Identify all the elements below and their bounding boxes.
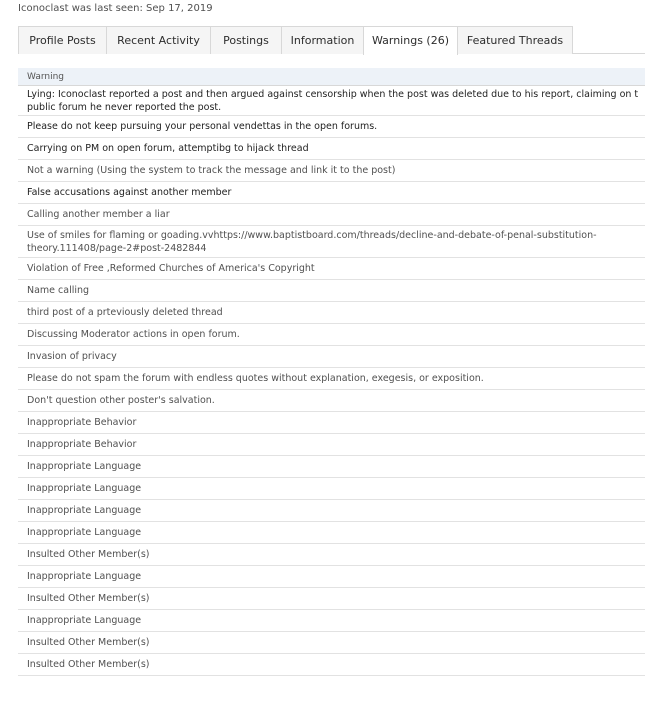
tab-information[interactable]: Information xyxy=(281,26,364,54)
warning-row[interactable] xyxy=(18,368,645,390)
warning-text-line1: Use of smiles for flaming or goading.vvhttps://www.baptistboard.com/threads/decline-and-debate-of-penal-substitution- xyxy=(27,230,597,241)
tab-recent-activity[interactable]: Recent Activity xyxy=(106,26,211,54)
warning-text: Inappropriate Language xyxy=(27,505,142,516)
warning-text: Inappropriate Language xyxy=(27,483,142,494)
warning-row[interactable] xyxy=(18,610,645,632)
warning-text: Please do not spam the forum with endless quotes without explanation, exegesis, or exposition. xyxy=(27,373,484,384)
warning-text: Invasion of privacy xyxy=(27,351,117,362)
warning-row[interactable] xyxy=(18,588,645,610)
profile-tabs xyxy=(18,26,645,54)
warning-row[interactable] xyxy=(18,566,645,588)
warning-row[interactable] xyxy=(18,412,645,434)
warning-row[interactable] xyxy=(18,324,645,346)
warnings-table xyxy=(18,68,645,676)
warning-text: Insulted Other Member(s) xyxy=(27,659,150,670)
warning-text: Please do not keep pursuing your personal vendettas in the open forums. xyxy=(27,121,378,132)
warning-text: Inappropriate Language xyxy=(27,527,142,538)
warning-row[interactable] xyxy=(18,182,645,204)
last-seen-text: Iconoclast was last seen: Sep 17, 2019 xyxy=(18,3,213,14)
warning-text-line2: theory.111408/page-2#post-2482844 xyxy=(27,243,207,254)
warning-text: Inappropriate Behavior xyxy=(27,439,137,450)
warning-text: Carrying on PM on open forum, attemptibg to hijack thread xyxy=(27,143,309,154)
warning-text-line1: Lying: Iconoclast reported a post and then argued against censorship when the post was deleted due to his report, claiming on t xyxy=(27,89,639,100)
warning-row[interactable] xyxy=(18,632,645,654)
warning-text: Insulted Other Member(s) xyxy=(27,593,150,604)
warning-text: Name calling xyxy=(27,285,90,296)
tab-warnings[interactable]: Warnings (26) xyxy=(363,26,458,55)
warning-row[interactable] xyxy=(18,116,645,138)
warning-text: Inappropriate Language xyxy=(27,571,142,582)
warning-text: False accusations against another member xyxy=(27,187,232,198)
warning-row[interactable] xyxy=(18,138,645,160)
warning-row[interactable] xyxy=(18,160,645,182)
warning-row[interactable] xyxy=(18,654,645,676)
warning-row[interactable] xyxy=(18,280,645,302)
warning-row[interactable] xyxy=(18,204,645,226)
tab-featured-threads[interactable]: Featured Threads xyxy=(457,26,573,54)
warning-row[interactable] xyxy=(18,544,645,566)
warning-text: Discussing Moderator actions in open forum. xyxy=(27,329,240,340)
warning-text: Not a warning (Using the system to track the message and link it to the post) xyxy=(27,165,396,176)
warning-text-line2: public forum he never reported the post. xyxy=(27,102,222,113)
tab-profile-posts[interactable]: Profile Posts xyxy=(18,26,107,54)
warning-row[interactable] xyxy=(18,500,645,522)
warning-text: Inappropriate Language xyxy=(27,461,142,472)
warning-row[interactable] xyxy=(18,226,645,258)
warning-row[interactable] xyxy=(18,434,645,456)
warning-row[interactable] xyxy=(18,456,645,478)
warning-text: Don't question other poster's salvation. xyxy=(27,395,215,406)
warning-row[interactable] xyxy=(18,258,645,280)
warning-row[interactable] xyxy=(18,478,645,500)
warning-row[interactable] xyxy=(18,86,645,116)
warning-text: Insulted Other Member(s) xyxy=(27,637,150,648)
warning-text: Insulted Other Member(s) xyxy=(27,549,150,560)
warning-text: Violation of Free ,Reformed Churches of America's Copyright xyxy=(27,263,315,274)
warning-row[interactable] xyxy=(18,346,645,368)
warning-text: Inappropriate Language xyxy=(27,615,142,626)
warning-text: Inappropriate Behavior xyxy=(27,417,137,428)
warning-row[interactable] xyxy=(18,302,645,324)
warning-text: Calling another member a liar xyxy=(27,209,170,220)
warning-row[interactable] xyxy=(18,522,645,544)
warnings-table-header: Warning xyxy=(18,68,645,86)
tab-postings[interactable]: Postings xyxy=(210,26,282,54)
warning-text: third post of a prteviously deleted thread xyxy=(27,307,223,318)
warning-row[interactable] xyxy=(18,390,645,412)
